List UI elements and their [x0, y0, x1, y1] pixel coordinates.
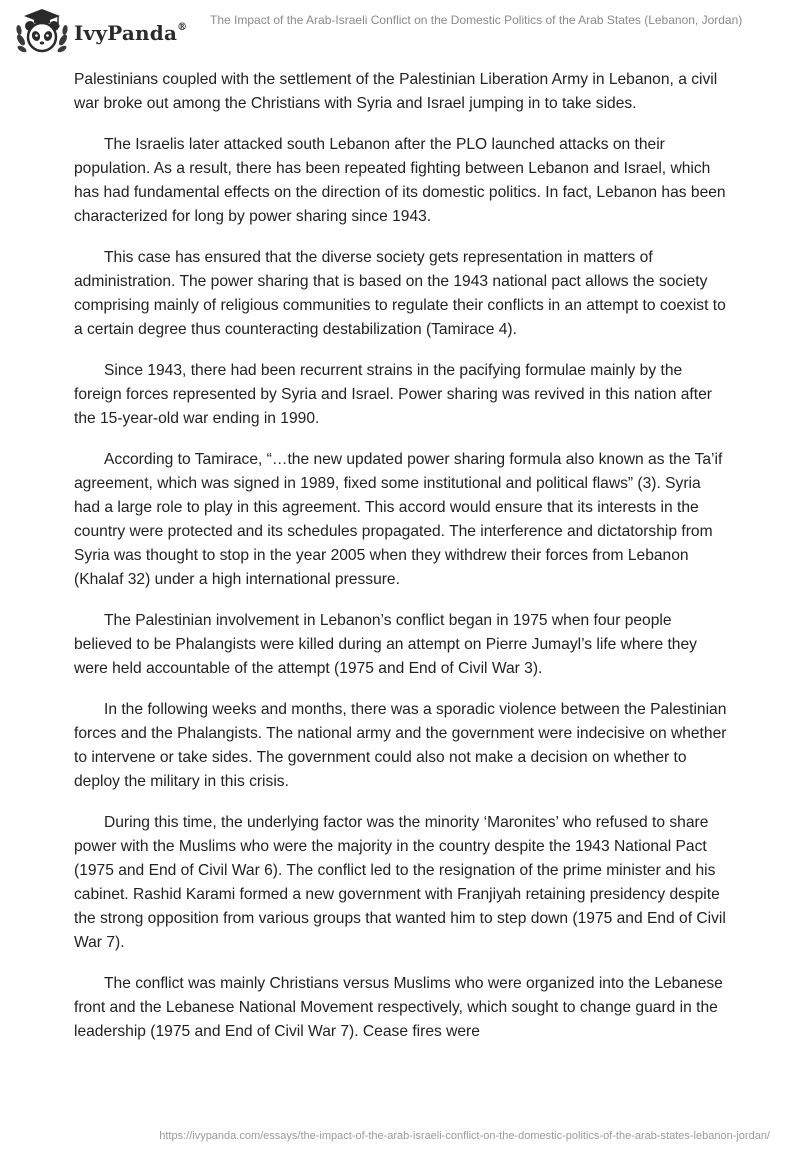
paragraph: Since 1943, there had been recurrent strains in the pacifying formulae mainly by the foreign forces represented by Syria and Israel. Power sharing was revived in this nation after the 15-year-old war ending in 1990. [74, 362, 712, 427]
paragraph: The Israelis later attacked south Lebanon after the PLO launched attacks on their population. As a result, there has been repeated fighting between Lebanon and Israel, which has had fundamental effects on the direction of its domestic politics. In fact, Lebanon has been characterized for long by power sharing since 1943. [74, 136, 726, 225]
source-url[interactable]: https://ivypanda.com/essays/the-impact-of-the-arab-israeli-conflict-on-the-domestic-politics-of-the-arab-states-lebanon-jordan/ [159, 1130, 770, 1142]
paragraph: The Palestinian involvement in Lebanon’s conflict began in 1975 when four people believed to be Phalangists were killed during an attempt on Pierre Jumayl’s life where they were held accountable of the attempt (1975 and End of Civil War 3). [74, 612, 697, 677]
paragraph: During this time, the underlying factor was the minority ‘Maronites’ who refused to share power with the Muslims who were the majority in the country despite the 1943 National Pact (1975 and End of Civil War 6). The conflict led to the resignation of the prime minister and his cabinet. Rashid Karami formed a new government with Franjiyah retaining presidency despite the strong opposition from various groups that wanted him to step down (1975 and End of Civil War 7). [74, 814, 726, 951]
paragraph: In the following weeks and months, there was a sporadic violence between the Palestinian forces and the Phalangists. The national army and the government were indecisive on whether to intervene or take sides. The government could also not make a decision on whether to deploy the military in this crisis. [74, 701, 727, 790]
ivypanda-logo[interactable] [14, 6, 187, 56]
paragraph: Palestinians coupled with the settlement of the Palestinian Liberation Army in Lebanon, a civil war broke out among the Christians with Syria and Israel jumping in to take sides. [74, 71, 718, 112]
document-title: The Impact of the Arab-Israeli Conflict on the Domestic Politics of the Arab States (Lebanon, Jordan) [210, 13, 743, 27]
essay-body [74, 68, 730, 1061]
logo-name: IvyPanda [74, 21, 178, 45]
logo-wordmark [74, 21, 187, 45]
registered-mark: ® [177, 22, 188, 34]
panda-graduation-cap-icon [14, 6, 70, 56]
paragraph: This case has ensured that the diverse society gets representation in matters of administration. The power sharing that is based on the 1943 national pact allows the society comprising mainly of religious communities to regulate their conflicts in an attempt to coexist to a certain degree thus counteracting destabilization (Tamirace 4). [74, 249, 726, 338]
paragraph: According to Tamirace, “…the new updated power sharing formula also known as the Ta’if agreement, which was signed in 1989, fixed some institutional and political flaws” (3). Syria had a large role to play in this agreement. This accord would ensure that its interests in the country were protected and its schedules propagated. The interference and dictatorship from Syria was thought to stop in the year 2005 when they withdrew their forces from Lebanon (Khalaf 32) under a high international pressure. [74, 451, 723, 588]
paragraph: The conflict was mainly Christians versus Muslims who were organized into the Lebanese front and the Lebanese National Movement respectively, which sought to change guard in the leadership (1975 and End of Civil War 7). Cease fires were [74, 975, 723, 1040]
page-header [0, 0, 800, 60]
